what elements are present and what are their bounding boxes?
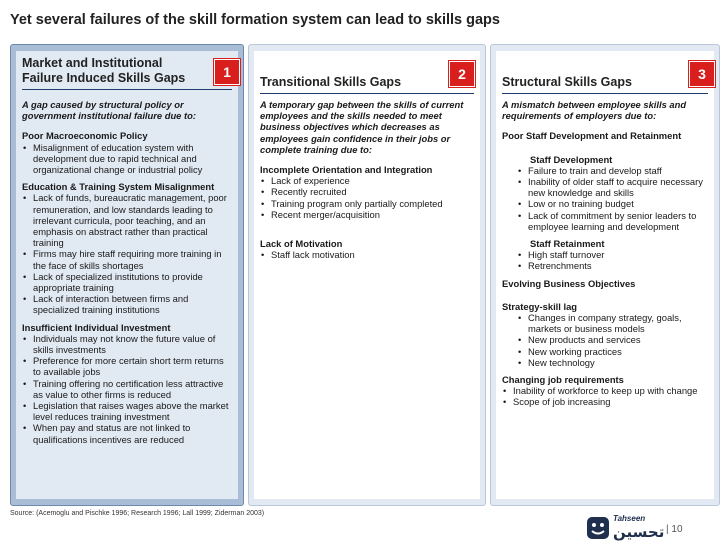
list-item: • New technology <box>502 357 710 368</box>
subsection-title: Staff Retainment <box>530 238 605 250</box>
list-item: • Low or no training budget <box>502 198 710 209</box>
panel-transitional <box>248 44 486 506</box>
bullet-list <box>502 165 710 232</box>
panel-content <box>22 99 234 451</box>
list-item: • Lack of interaction between firms and specialized training institutions <box>22 293 234 315</box>
list-item: • High staff turnover <box>502 249 710 260</box>
bullet-list <box>260 249 476 260</box>
panel-content <box>502 99 710 414</box>
bullet-list <box>260 175 476 220</box>
list-item: • Training program only partially completed <box>260 198 476 209</box>
list-item: • Firms may hire staff requiring more training in the face of skills shortages <box>22 248 234 270</box>
panel-body <box>496 51 714 499</box>
list-item: • When pay and status are not linked to qualifications incentives are reduced <box>22 422 234 444</box>
list-item: • Training offering no certification less attractive as value to other firms is reduced <box>22 378 234 400</box>
page-number: | 10 <box>666 524 683 535</box>
list-item: • Misalignment of education system with development due to rapid technical and organizational change or industrial policy <box>22 142 234 176</box>
list-item: • Recently recruited <box>260 186 476 197</box>
bullet-list <box>22 333 234 445</box>
section-title: Evolving Business Objectives <box>502 277 636 289</box>
list-item: • New products and services <box>502 334 710 345</box>
panel-content <box>260 99 476 266</box>
list-item: • New working practices <box>502 346 710 357</box>
list-item: • Inability of older staff to acquire necessary new knowledge and skills <box>502 176 710 198</box>
list-item: • Staff lack motivation <box>260 249 476 260</box>
bullet-list <box>502 249 710 271</box>
subsection-title: Strategy-skill lag <box>502 300 578 312</box>
svg-text:Tahseen: Tahseen <box>613 514 646 523</box>
panel-intro: A gap caused by structural policy or government institutional failure due to: <box>22 99 196 122</box>
list-item: • Individuals may not know the future value of skills investments <box>22 333 234 355</box>
section-title: Incomplete Orientation and Integration <box>260 164 433 176</box>
panel-market-institutional <box>10 44 244 506</box>
subsection-title: Staff Development <box>530 153 613 165</box>
panel-heading: Structural Skills Gaps <box>502 75 708 94</box>
list-item: • Retrenchments <box>502 260 710 271</box>
subsection-title: Changing job requirements <box>502 374 624 386</box>
list-item: • Preference for more certain short term returns to available jobs <box>22 355 234 377</box>
section-title: Education & Training System Misalignment <box>22 181 215 193</box>
tahseen-logo <box>585 511 667 541</box>
bullet-list <box>502 385 710 407</box>
list-item: • Changes in company strategy, goals, markets or business models <box>502 312 710 334</box>
panel-intro: A mismatch between employee skills and requirements of employers due to: <box>502 99 687 122</box>
bullet-list <box>22 142 234 176</box>
panel-intro: A temporary gap between the skills of current employees and the skills needed to meet business objectives which decreases as employees gain confidence in their jobs or complete training due to: <box>260 99 464 155</box>
number-badge-3: 3 <box>689 61 715 87</box>
list-item: • Lack of experience <box>260 175 476 186</box>
logo-mark-icon <box>585 511 667 541</box>
panel-heading: Transitional Skills Gaps <box>260 75 474 94</box>
list-item: • Scope of job increasing <box>502 396 710 407</box>
panel-body <box>16 51 238 499</box>
svg-text:تحسين: تحسين <box>613 523 665 541</box>
slide-title: Yet several failures of the skill formation system can lead to skills gaps <box>10 12 500 28</box>
number-badge-1: 1 <box>214 59 240 85</box>
list-item: • Legislation that raises wages above the market level reduces training investment <box>22 400 234 422</box>
list-item: • Lack of funds, bureaucratic management, poor remuneration, and low standards leading to irrelevant curricula, poor teaching, and an emphasis on abstract rather than practical training <box>22 192 234 248</box>
list-item: • Inability of workforce to keep up with change <box>502 385 710 396</box>
bullet-list <box>502 312 710 368</box>
section-title: Poor Macroeconomic Policy <box>22 130 148 142</box>
panel-body <box>254 51 480 499</box>
list-item: • Lack of specialized institutions to provide appropriate training <box>22 271 234 293</box>
source-note: Source: (Acemoglu and Pischke 1996; Research 1996; Lall 1999; Ziderman 2003) <box>10 510 265 517</box>
list-item: • Lack of commitment by senior leaders to employee learning and development <box>502 210 710 232</box>
list-item: • Failure to train and develop staff <box>502 165 710 176</box>
list-item: • Recent merger/acquisition <box>260 209 476 220</box>
bullet-list <box>22 192 234 315</box>
section-title: Lack of Motivation <box>260 238 343 250</box>
panel-structural <box>490 44 720 506</box>
number-badge-2: 2 <box>449 61 475 87</box>
panel-heading: Market and Institutional Failure Induced Skills Gaps <box>22 56 232 90</box>
section-title: Poor Staff Development and Retainment <box>502 130 682 142</box>
section-title: Insufficient Individual Investment <box>22 321 171 333</box>
